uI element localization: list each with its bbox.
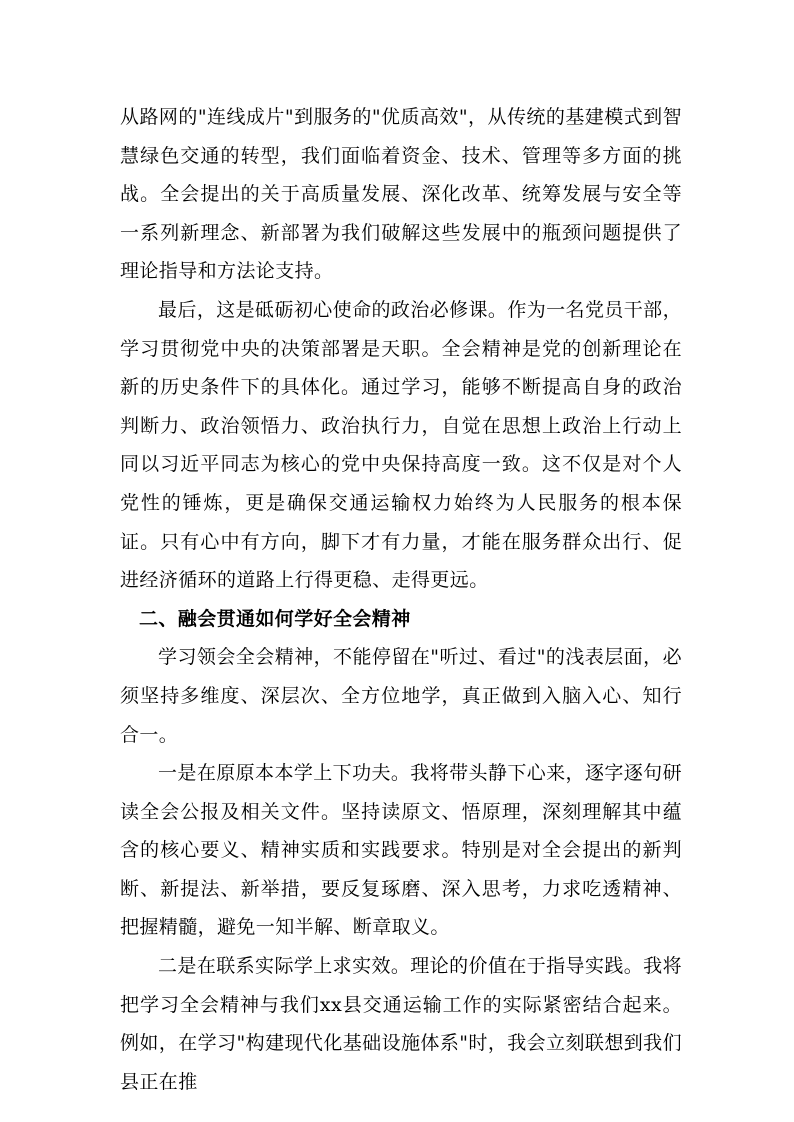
paragraph-continued: 从路网的"连线成片"到服务的"优质高效"，从传统的基建模式到智慧绿色交通的转型，我们面临着资金、技术、管理等多方面的挑战。全会提出的关于高质量发展、深化改革、统筹发展与安全等一系列新理念、新部署为我们破解这些发展中的瓶颈问题提供了理论指导和方法论支持。 bbox=[120, 106, 682, 283]
document-body bbox=[120, 98, 682, 1101]
paragraph-point-one: 一是在原原本本学上下功夫。我将带头静下心来，逐字逐句研读全会公报及相关文件。坚持读原文、悟原理，深刻理解其中蕴含的核心要义、精神实质和实践要求。特别是对全会提出的新判断、新提法、新举措，要反复琢磨、深入思考，力求吃透精神、把握精髓，避免一知半解、断章取义。 bbox=[120, 762, 682, 939]
section-heading: 二、融会贯通如何学好全会精神 bbox=[139, 607, 411, 630]
paragraph-political-lesson: 最后，这是砥砺初心使命的政治必修课。作为一名党员干部，学习贯彻党中央的决策部署是天职。全会精神是党的创新理论在新的历史条件下的具体化。通过学习，能够不断提高自身的政治判断力、政治领悟力、政治执行力，自觉在思想上政治上行动上同以习近平同志为核心的党中央保持高度一致。这不仅是对个人党性的锤炼，更是确保交通运输权力始终为人民服务的根本保证。只有心中有方向，脚下才有力量，才能在服务群众出行、促进经济循环的道路上行得更稳、走得更远。 bbox=[120, 298, 682, 592]
paragraph-section-intro: 学习领会全会精神，不能停留在"听过、看过"的浅表层面，必须坚持多维度、深层次、全方位地学，真正做到入脑入心、知行合一。 bbox=[120, 646, 682, 746]
paragraph-point-two: 二是在联系实际学上求实效。理论的价值在于指导实践。我将把学习全会精神与我们xx县交通运输工作的实际紧密结合起来。例如，在学习"构建现代化基础设施体系"时，我会立刻联想到我们县正在推 bbox=[120, 955, 682, 1093]
